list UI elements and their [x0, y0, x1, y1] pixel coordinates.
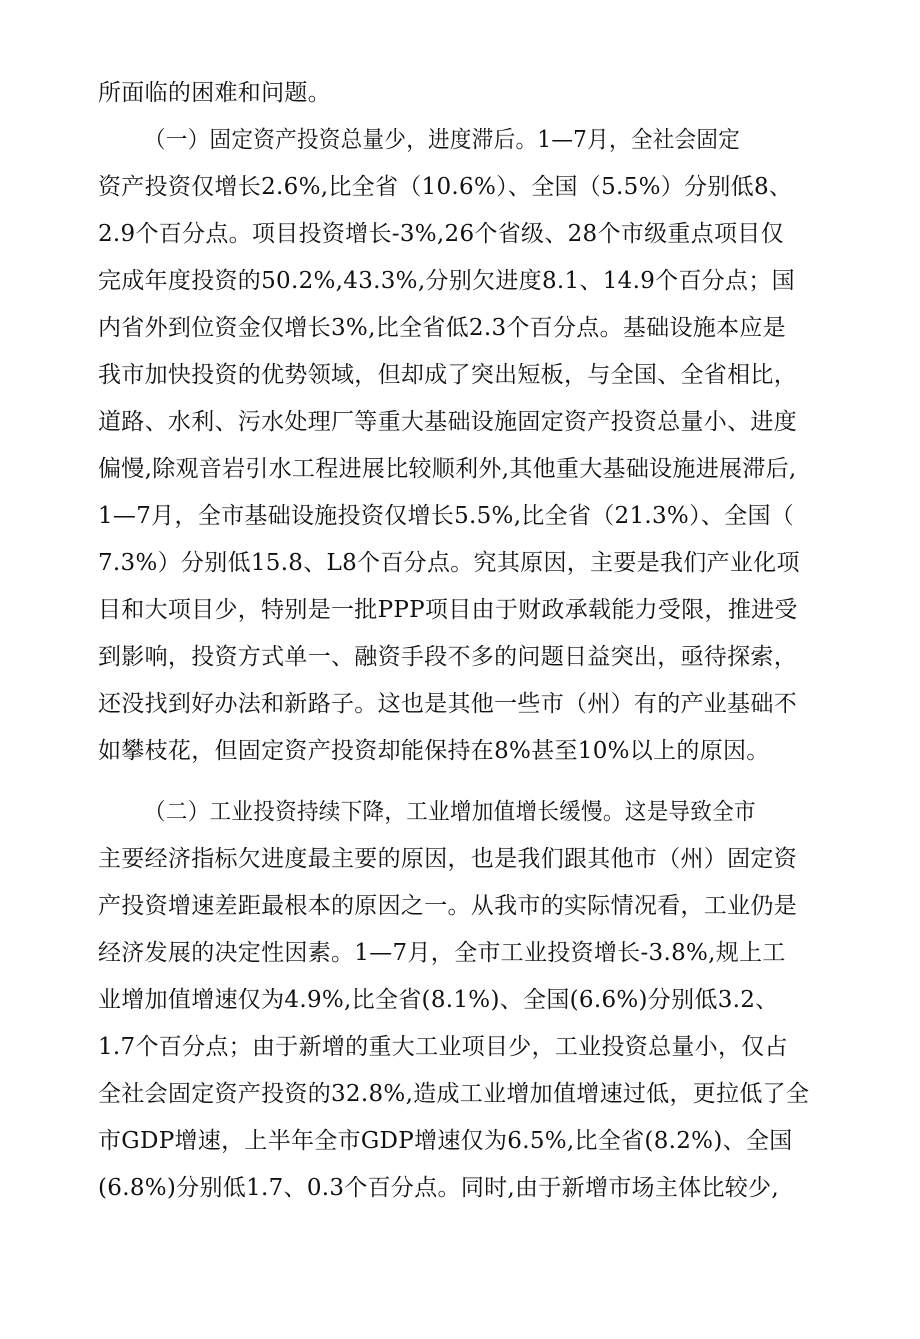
body-text-line: 产投资增速差距最根本的原因之一。从我市的实际情况看，工业仍是 — [98, 893, 797, 919]
body-text-line: 内省外到位资金仅增长3%,比全省低2.3个百分点。基础设施本应是 — [98, 315, 786, 341]
body-text-line: 1.7个百分点；由于新增的重大工业项目少，工业投资总量小，仅占 — [98, 1034, 788, 1060]
body-text-line: 完成年度投资的50.2%,43.3%,分别欠进度8.1、14.9个百分点；国 — [98, 268, 795, 294]
section-two-heading-line: （二）工业投资持续下降，工业增加值增长缓慢。这是导致全市 — [144, 799, 756, 825]
body-text-line: 主要经济指标欠进度最主要的原因，也是我们跟其他市（州）固定资 — [98, 846, 797, 872]
body-text-line: 业增加值增速仅为4.9%,比全省(8.1%)、全国(6.6%)分别低3.2、 — [98, 987, 779, 1013]
body-text-line: 2.9个百分点。项目投资增长-3%,26个省级、28个市级重点项目仅 — [98, 221, 784, 247]
body-text-line: 如攀枝花，但固定资产投资却能保持在8%甚至10%以上的原因。 — [98, 738, 770, 764]
body-text-line: 市GDP增速，上半年全市GDP增速仅为6.5%,比全省(8.2%)、全国 — [98, 1128, 793, 1154]
body-text-line: (6.8%)分别低1.7、0.3个百分点。同时,由于新增市场主体比较少, — [98, 1175, 779, 1201]
body-text-line: 全社会固定资产投资的32.8%,造成工业增加值增速过低，更拉低了全 — [98, 1081, 810, 1107]
body-text-line: 偏慢,除观音岩引水工程进展比较顺利外,其他重大基础设施进展滞后, — [98, 456, 797, 482]
body-text-line: 所面临的困难和问题。 — [98, 80, 331, 106]
section-one-heading-line: （一）固定资产投资总量少，进度滞后。1—7月，全社会固定 — [144, 127, 741, 153]
body-text-line: 经济发展的决定性因素。1—7月，全市工业投资增长-3.8%,规上工 — [98, 940, 786, 966]
body-text-line: 还没找到好办法和新路子。这也是其他一些市（州）有的产业基础不 — [98, 691, 797, 717]
body-text-line: 7.3%）分别低15.8、L8个百分点。究其原因，主要是我们产业化项 — [98, 550, 800, 576]
body-text-line: 道路、水利、污水处理厂等重大基础设施固定资产投资总量小、进度 — [98, 409, 797, 435]
body-text-line: 到影响，投资方式单一、融资手段不多的问题日益突出，亟待探索， — [98, 644, 797, 670]
body-text-line: 我市加快投资的优势领域，但却成了突出短板，与全国、全省相比， — [98, 362, 797, 388]
body-text-line: 目和大项目少，特别是一批PPP项目由于财政承载能力受限，推进受 — [98, 597, 798, 623]
body-text-line: 1—7月，全市基础设施投资仅增长5.5%,比全省（21.3%）、全国（ — [98, 503, 795, 529]
body-text-line: 资产投资仅增长2.6%,比全省（10.6%）、全国（5.5%）分别低8、 — [98, 174, 793, 200]
